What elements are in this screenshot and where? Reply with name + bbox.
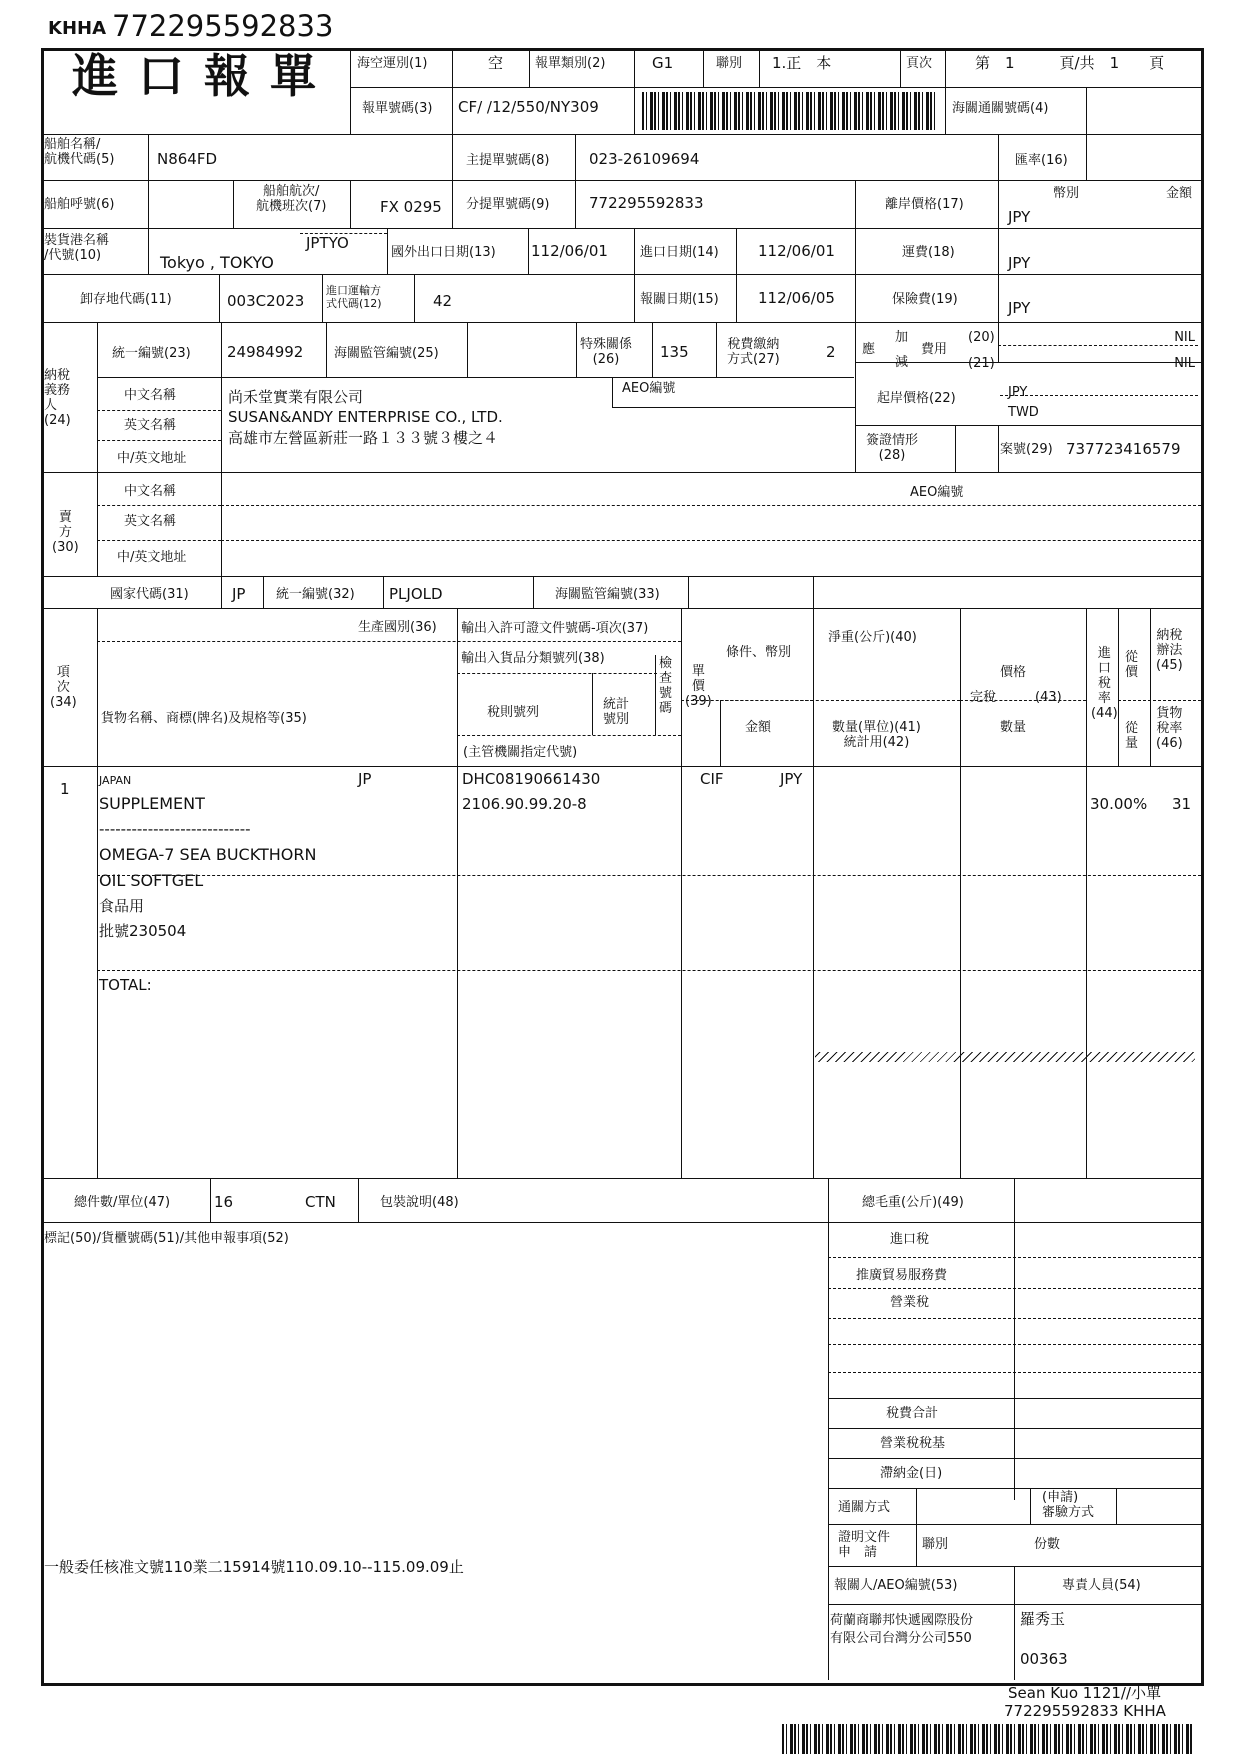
authorization-note: 一般委任核准文號110業二15914號110.09.10--115.09.09止 (44, 1558, 464, 1576)
item-duty-rate: 30.00% (1090, 795, 1148, 813)
certificate-count-label: 份數 (1034, 1537, 1061, 1552)
item-description-line1: SUPPLEMENT (99, 794, 205, 813)
late-fee-label: 滯納金(日) (880, 1466, 943, 1481)
inspection-method-label: (申請) 審驗方式 (1042, 1490, 1095, 1520)
ad-valorem-label: 從 價 (1125, 650, 1139, 680)
broker-label: 報關人/AEO編號(53) (834, 1578, 958, 1593)
agency-label: (主管機關指定代號) (463, 745, 578, 760)
taxpayer-en-name-value: SUSAN&ANDY ENTERPRISE CO., LTD. (228, 408, 503, 426)
page-label: 頁次 (906, 56, 933, 71)
seller-customs-supervision-label: 海關監管編號(33) (555, 587, 660, 602)
cif-currency-twd: TWD (1008, 405, 1039, 420)
copy-label: 聯別 (716, 56, 743, 71)
item-description-line5: 批號230504 (99, 922, 187, 940)
loading-port-label: 裝貨港名稱 /代號(10) (44, 233, 110, 263)
packages-value: 16 (214, 1193, 234, 1211)
item-description-line4: 食品用 (99, 897, 145, 915)
vessel-name-label: 船舶名稱/ 航機代碼(5) (44, 137, 115, 167)
quantity-label: 數量(單位)(41) 統計用(42) (832, 720, 921, 750)
taxpayer-address-value: 高雄市左營區新莊一路１３３號３樓之４ (228, 429, 499, 447)
cif-currency-jpy: JPY (1008, 385, 1028, 400)
cif-label: 起岸價格(22) (877, 391, 956, 406)
broker-value: 荷蘭商聯邦快遞國際股份 有限公司台灣分公司550 (830, 1613, 974, 1646)
country-code-label: 國家代碼(31) (110, 587, 189, 602)
total-tax-label: 稅費合計 (886, 1406, 939, 1421)
item-origin-text: JAPAN (99, 774, 132, 787)
taxpayer-aeo-label: AEO編號 (622, 381, 676, 396)
voyage-value: FX 0295 (380, 198, 442, 216)
tax-method-label: 納稅 辦法 (45) (1156, 628, 1183, 673)
seller-section-label: 賣 方 (30) (52, 510, 79, 555)
packages-label: 總件數/單位(47) (74, 1195, 171, 1210)
declaration-type-value: G1 (652, 54, 674, 72)
specialist-name: 羅秀玉 (1020, 1610, 1066, 1628)
seller-uid-label: 統一編號(32) (276, 587, 355, 602)
description-label: 貨物名稱、商標(牌名)及規格等(35) (101, 711, 307, 726)
adjust-label-c: 減 (895, 355, 909, 370)
adjust-20-label: (20) (968, 330, 995, 345)
house-bl-label: 分提單號碼(9) (466, 197, 550, 212)
vessel-name-value: N864FD (157, 150, 218, 168)
loading-port-code: JPTYO (306, 234, 349, 252)
item-description-line2: OMEGA-7 SEA BUCKTHORN (99, 845, 317, 864)
taxpayer-cn-name-label: 中文名稱 (124, 388, 177, 403)
transport-mode-value: 空 (488, 54, 504, 72)
footer-note-line2: 772295592833 KHHA (1004, 1702, 1166, 1720)
taxpayer-section-label: 納稅 義務 人 (24) (44, 368, 71, 428)
country-code-value: JP (232, 585, 246, 603)
fob-currency: JPY (1008, 208, 1031, 226)
net-weight-label: 淨重(公斤)(40) (828, 630, 917, 645)
certificate-copy-label: 聯別 (922, 1537, 949, 1552)
house-bl-value: 772295592833 (589, 194, 704, 212)
specialist-code: 00363 (1020, 1650, 1068, 1668)
item-description-separator: ---------------------------- (99, 820, 251, 838)
tariff-label: 稅則號列 (487, 705, 540, 720)
seller-aeo-label: AEO編號 (910, 485, 964, 500)
certificate-label: 證明文件 申 請 (838, 1530, 891, 1560)
duty-rate-label: 進 口 稅 率 (44) (1091, 646, 1118, 721)
dutiable-label: 完稅 (43) (970, 690, 1062, 705)
case-no-label: 案號(29) (1000, 442, 1053, 457)
specific-label: 從 量 (1125, 721, 1139, 751)
export-date-label: 國外出口日期(13) (391, 245, 496, 260)
stat-label: 統計 號別 (603, 697, 630, 727)
clearance-method-label: 通關方式 (838, 1500, 891, 1515)
seller-en-name-label: 英文名稱 (124, 514, 177, 529)
taxpayer-uid-label: 統一編號(23) (112, 346, 191, 361)
wavy-end-line (815, 1052, 1195, 1062)
special-relation-value: 135 (660, 343, 689, 361)
visa-label: 簽證情形 (28) (866, 433, 919, 463)
storage-code-value: 003C2023 (227, 292, 305, 310)
price-quantity-label: 數量 (1000, 720, 1027, 735)
loading-port-value: Tokyo , TOKYO (160, 253, 274, 272)
tax-payment-value: 2 (826, 343, 836, 361)
footer-barcode (782, 1724, 1194, 1754)
freight-label: 運費(18) (902, 245, 955, 260)
item-permit: DHC08190661430 (462, 770, 601, 788)
export-date-value: 112/06/01 (531, 242, 608, 260)
amount-label: 金額 (1166, 186, 1193, 201)
amount-label: 金額 (745, 720, 772, 735)
item-tax-method: 31 (1172, 795, 1192, 813)
case-no-value: 737723416579 (1066, 440, 1181, 458)
adjust-21-value: NIL (1174, 356, 1195, 371)
item-tariff: 2106.90.99.20-8 (462, 795, 587, 813)
entry-number-top: 772295592833 (112, 9, 334, 43)
classification-label: 輸出入貨品分類號列(38) (461, 651, 605, 666)
currency-label: 幣別 (1053, 186, 1080, 201)
item-origin-code: JP (358, 770, 372, 788)
declaration-no-value: CF/ /12/550/NY309 (458, 98, 599, 116)
insurance-currency: JPY (1008, 299, 1031, 317)
import-duty-label: 進口稅 (890, 1232, 930, 1247)
adjust-20-value: NIL (1174, 330, 1195, 345)
declare-date-value: 112/06/05 (758, 289, 835, 307)
master-bl-label: 主提單號碼(8) (466, 153, 550, 168)
seller-address-label: 中/英文地址 (117, 550, 187, 565)
seller-cn-name-label: 中文名稱 (124, 484, 177, 499)
commodity-tax-label: 貨物 稅率 (46) (1156, 706, 1183, 751)
document-title: 進口報單 (72, 49, 336, 103)
specialist-label: 專責人員(54) (1062, 1578, 1141, 1593)
business-tax-base-label: 營業稅稅基 (880, 1436, 946, 1451)
item-terms: CIF (700, 770, 724, 788)
taxpayer-uid-value: 24984992 (227, 343, 304, 361)
copy-value: 1.正 本 (772, 54, 832, 72)
insurance-label: 保險費(19) (892, 292, 958, 307)
total-label: TOTAL: (99, 976, 152, 994)
adjust-fee-label: 費用 (921, 342, 948, 357)
fob-label: 離岸價格(17) (885, 197, 964, 212)
price-label: 價格 (1000, 665, 1027, 680)
office-code: KHHA (48, 18, 107, 39)
taxpayer-en-name-label: 英文名稱 (124, 418, 177, 433)
terms-label: 條件、幣別 (726, 645, 792, 660)
footer-note-line1: Sean Kuo 1121//小單 (1008, 1684, 1162, 1702)
tax-payment-label: 稅費繳納 方式(27) (727, 337, 780, 367)
form-frame (41, 48, 1204, 1686)
transport-mode-label: 海空運別(1) (357, 56, 428, 71)
item-number: 1 (60, 780, 70, 798)
declare-date-label: 報關日期(15) (640, 292, 719, 307)
customs-clearance-label: 海關通關號碼(4) (952, 101, 1049, 116)
packing-label: 包裝說明(48) (380, 1195, 459, 1210)
trade-fee-label: 推廣貿易服務費 (856, 1268, 948, 1283)
unit-price-label: 單 價 (39) (685, 664, 712, 709)
special-relation-label: 特殊關係 (26) (580, 337, 633, 367)
item-currency: JPY (780, 770, 803, 788)
taxpayer-address-label: 中/英文地址 (117, 451, 187, 466)
exchange-rate-label: 匯率(16) (1015, 153, 1068, 168)
inspection-label: 檢 查 號 碼 (659, 656, 673, 716)
business-tax-label: 營業稅 (890, 1295, 930, 1310)
origin-country-label: 生產國別(36) (358, 620, 437, 635)
item-no-label: 項 次 (34) (50, 665, 77, 710)
permit-label: 輸出入許可證文件號碼-項次(37) (461, 621, 649, 636)
import-date-value: 112/06/01 (758, 242, 835, 260)
storage-code-label: 卸存地代碼(11) (80, 292, 172, 307)
transport-code-label: 進口運輸方 式代碼(12) (326, 284, 382, 310)
packages-unit: CTN (305, 1193, 336, 1211)
call-sign-label: 船舶呼號(6) (44, 197, 115, 212)
declaration-no-label: 報單號碼(3) (362, 101, 433, 116)
import-date-label: 進口日期(14) (640, 245, 719, 260)
freight-currency: JPY (1008, 254, 1031, 272)
master-bl-value: 023-26109694 (589, 150, 700, 168)
declaration-barcode (642, 92, 938, 130)
transport-code-value: 42 (433, 292, 453, 310)
voyage-label: 船舶航次/ 航機班次(7) (256, 184, 327, 214)
gross-weight-label: 總毛重(公斤)(49) (862, 1195, 964, 1210)
seller-uid-value: PLJOLD (389, 585, 443, 603)
item-description-line3: OIL SOFTGEL (99, 871, 204, 890)
adjust-21-label: (21) (968, 356, 995, 371)
customs-supervision-label: 海關監管編號(25) (334, 346, 439, 361)
adjust-label-b: 加 (895, 330, 909, 345)
page-value: 第 1 頁/共 1 頁 (975, 54, 1165, 72)
declaration-type-label: 報單類別(2) (535, 56, 606, 71)
marks-label: 標記(50)/貨櫃號碼(51)/其他申報事項(52) (44, 1231, 289, 1246)
adjust-label-a: 應 (862, 342, 876, 357)
taxpayer-cn-name-value: 尚禾堂實業有限公司 (228, 388, 364, 406)
